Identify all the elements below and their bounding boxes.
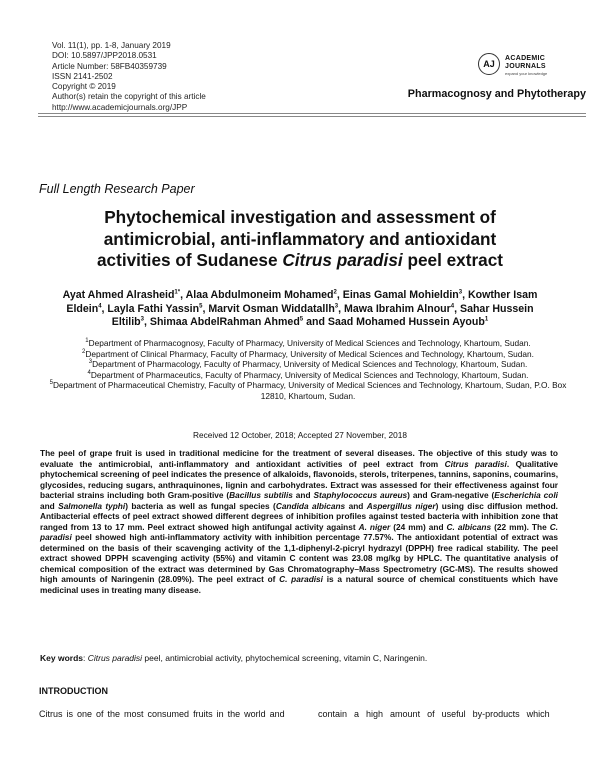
author-affiliation-mark: 5 [199,303,203,310]
author-name: Mawa Ibrahim Alnour [344,302,451,315]
author-name: Marvit Osman Widdatallh [208,302,335,315]
keywords-label: Key words [40,653,83,663]
species-name: Citrus paradisi [444,458,507,469]
logo-tagline: expand your knowledge [505,71,548,76]
logo-wordmark: ACADEMIC JOURNALS [505,55,546,70]
author-separator: , [462,289,468,301]
abstract-text: ) and Gram-negative ( [407,490,495,500]
author-affiliation-mark: 1 [484,316,489,323]
abstract-text: and [345,500,367,511]
author-affiliation-mark: 3 [334,303,339,310]
affiliation-text: Department of Pharmacology, Faculty of Pharmacy, University of Medical Sciences and Technology, Khartoum, Sudan. [92,359,528,370]
species-name: Candida albicans [275,500,346,511]
species-name: Escherichia coli [494,490,558,500]
meta-line: DOI: 10.5897/JPP2018.0531 [52,51,157,61]
author-separator: , [336,289,343,301]
author-name: Sahar Hussein Eltilib [111,302,534,329]
affiliation [38,380,578,401]
affiliation [38,349,578,360]
author-affiliation-mark: 2 [333,289,337,296]
species-name: A. niger [358,521,391,532]
abstract-text: (22 mm). The [491,521,550,532]
article-metadata [52,41,206,113]
author-name: Layla Fathi Yassin [107,302,200,315]
abstract-text: and [292,490,314,500]
meta-line: Copyright © 2019 [52,82,116,92]
divider [38,113,586,114]
abstract-text: (24 mm) and [390,521,447,532]
meta-line: Vol. 11(1), pp. 1-8, January 2019 [52,41,171,50]
abstract-text: . Qualitative phytochemical screening of peel indicates the presence of alkaloids, flavonoids, sterols, triterpenes, tannins, saponins, coumarins, glycosides, reducing sugars, anthraquinones, lignin and carbohydrates. Extract was assessed for their effectiveness against four bacterial strains including both Gram-positive ( [40,458,558,500]
author-name: Shimaa AbdelRahman Ahmed [149,316,300,329]
abstract-text: and [40,500,59,511]
author-affiliation-mark: 3 [140,316,144,323]
affiliation-number: 5 [49,380,53,387]
species-name: Bacillus subtilis [229,490,293,500]
affiliation-text: Department of Pharmaceutical Chemistry, Faculty of Pharmacy, University of Medical Sciences and Technology, Khartoum, Sudan, P.O. Box 12810, Khartoum, Sudan. [52,380,567,401]
author-name: Saad Mohamed Hussein Ayoub [327,316,485,329]
author-name: Alaa Abdulmoneim Mohamed [185,289,334,301]
abstract-text: ) bacteria as well as fungal species ( [125,500,276,511]
paper-title: Phytochemical investigation and assessment of antimicrobial, anti-inflammatory and antioxidant activities of Sudanese Citrus paradisi peel extract [97,207,503,270]
section-heading: INTRODUCTION [39,686,108,696]
meta-line: Author(s) retain the copyright of this article [52,92,206,102]
intro-text-right: contain a high amount of useful by-products which [318,709,550,719]
divider [38,116,586,117]
abstract-text: is a natural source of chemical constituents which have medicinal uses in treating many disease. [40,574,558,595]
meta-line: ISSN 2141-2502 [52,71,113,81]
abstract [40,448,558,595]
author-separator: and [303,316,328,329]
species-name: C. albicans [446,521,492,532]
abstract-text: ) using disc diffusion method. Antibacterial effects of peel extract showed different degrees of inhibition profiles against tested bacteria with inhibition zone that ranged from 13 to 17 mm. Peel extract showed high antifungal activity against [40,500,558,532]
affiliation-number: 3 [88,359,93,366]
species-name: Staphylococcus aureus [313,490,408,500]
species-name: Salmonella typhi [58,500,126,511]
author-name: Ayat Ahmed Alrasheid [62,289,175,301]
affiliation-number: 1 [85,338,89,345]
author-affiliation-mark: 1* [174,289,181,296]
author-affiliation-mark: 3 [458,289,463,296]
affiliation [38,359,578,370]
author-affiliation-mark: 4 [450,303,455,310]
affiliation [38,338,578,349]
species-name: C. paradisi [279,574,323,584]
species-name: C. paradisi [40,521,559,542]
affiliation-number: 2 [82,348,86,355]
author-separator: , [202,302,209,315]
author-separator: , [338,302,345,315]
intro-text-left: Citrus is one of the most consumed fruits in the world and [39,709,285,719]
keywords: Key words: Citrus paradisi peel, antimicrobial activity, phytochemical screening, vitamin C, Naringenin. [40,653,428,663]
affiliations [38,338,578,402]
meta-line: http://www.academicjournals.org/JPP [52,102,188,112]
affiliation-text: Department of Pharmaceutics, Faculty of Pharmacy, University of Medical Sciences and Technology, Khartoum, Sudan. [90,369,529,380]
species-name: Aspergillus niger [366,500,436,511]
author-separator: , [180,289,186,301]
abstract-text: peel showed high anti-inflammatory activity with inhibition percentage 77.57%. The antioxidant potential of extract was determined on the basis of their scavenging activity of the 1,1-diphenyl-2-picryl hydrazyl (DPPH) free radical stability. The peel extract showed DPPH scavenging activity (55%) and vitamin C content was 23.08 mg/kg by HPLC. The quantitative analysis of chemical composition of the extract was determined by Gas Chromatography–Mass Spectrometry (GC-MS). The results showed high amounts of Naringenin (28.09%). The peel extract of [40,532,558,584]
author-list [62,289,538,330]
abstract-text: The peel of grape fruit is used in traditional medicine for the treatment of several diseases. The objective of this study was to evaluate the antimicrobial, anti-inflammatory and antioxidant activities of peel extract from [40,448,558,469]
affiliation [38,370,578,381]
paper-type: Full Length Research Paper [39,182,195,196]
publisher-logo [478,53,588,83]
affiliation-number: 4 [87,370,91,377]
received-dates: Received 12 October, 2018; Accepted 27 November, 2018 [192,430,408,440]
journal-name: Pharmacognosy and Phytotherapy [407,88,586,100]
author-name: Einas Gamal Mohieldin [342,289,459,301]
affiliation-text: Department of Pharmacognosy, Faculty of Pharmacy, University of Medical Sciences and Technology, Khartoum, Sudan. [88,338,531,348]
author-affiliation-mark: 5 [299,316,304,323]
author-separator: , [454,302,460,315]
author-separator: , [101,302,108,315]
meta-line: Article Number: 58FB40359739 [52,61,167,71]
author-affiliation-mark: 4 [98,303,102,310]
author-separator: , [143,316,150,329]
author-name: Kowther Isam Eldein [66,289,538,315]
affiliation-text: Department of Clinical Pharmacy, Faculty of Pharmacy, University of Medical Sciences and Technology, Khartoum, Sudan. [85,348,534,359]
aj-logo-icon: AJ [478,53,500,75]
